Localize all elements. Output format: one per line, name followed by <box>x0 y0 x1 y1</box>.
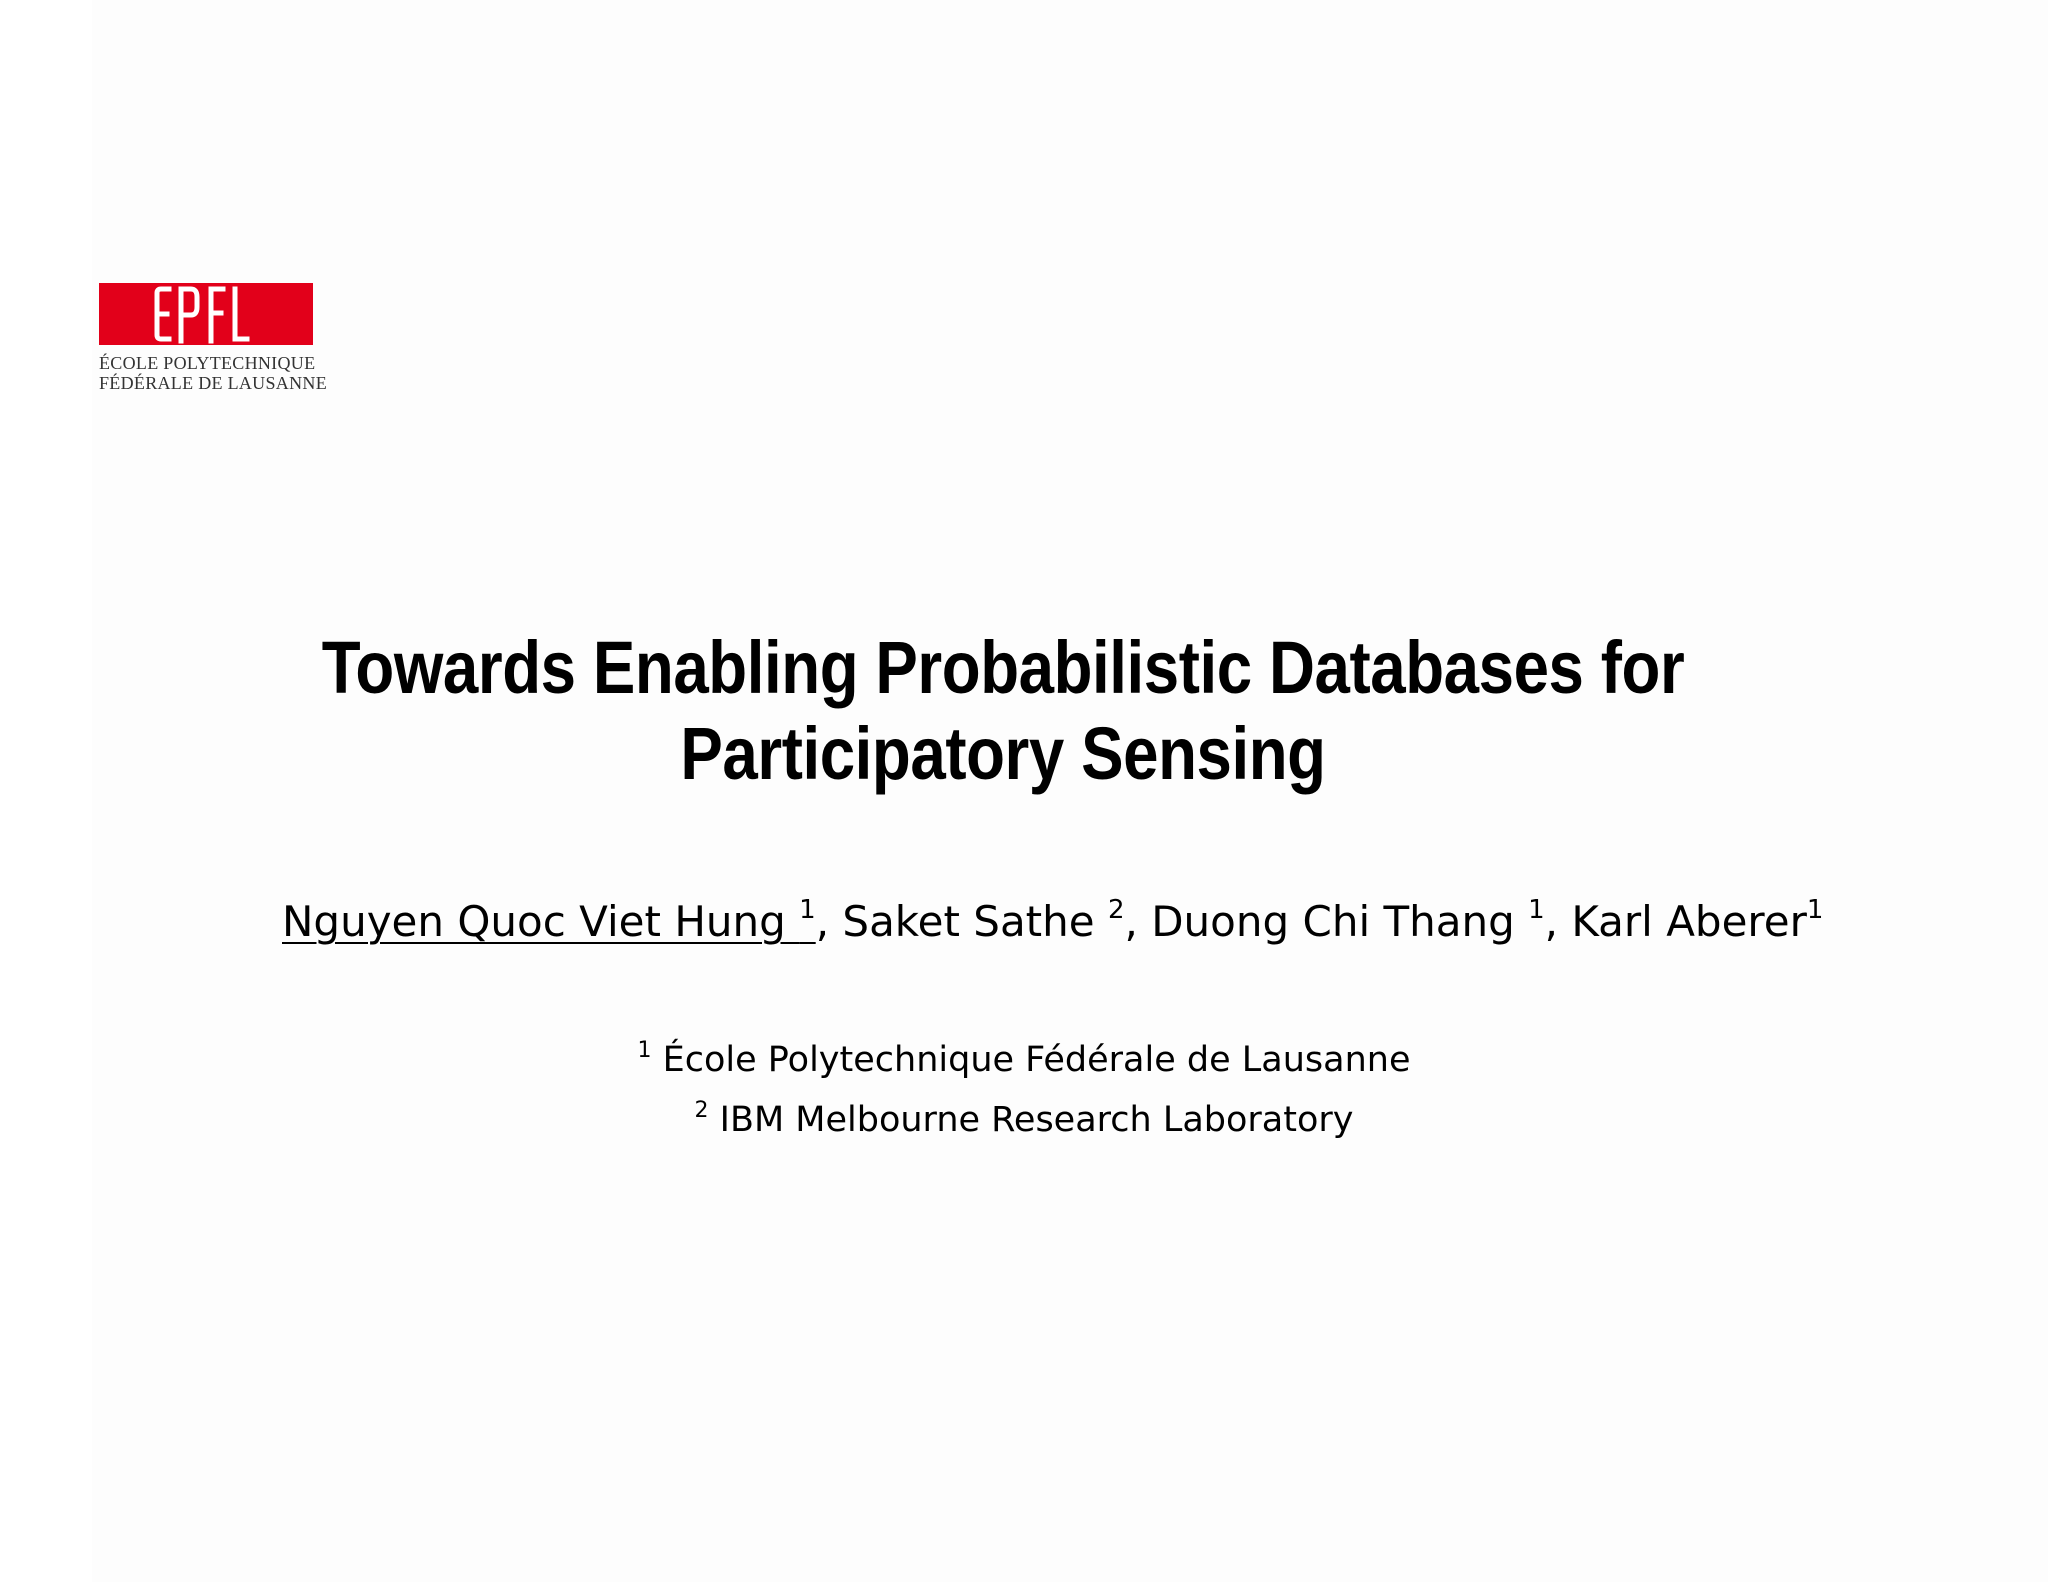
affiliation-name: École Polytechnique Fédérale de Lausanne <box>662 1040 1411 1080</box>
title-line1: Towards Enabling Probabilistic Databases for <box>321 626 1685 709</box>
author-name: Karl Aberer <box>1571 897 1807 946</box>
author-affiliation-mark: 2 <box>1107 895 1125 925</box>
affiliation-number: 2 <box>694 1098 709 1123</box>
logo-text-line1: ÉCOLE POLYTECHNIQUE <box>99 353 316 373</box>
author-affiliation-mark: 1 <box>1528 895 1545 925</box>
affiliation-name: IBM Melbourne Research Laboratory <box>719 1100 1354 1140</box>
author-separator: , <box>1124 897 1152 946</box>
author-presenter <box>282 897 816 946</box>
author-name: Saket Sathe <box>842 897 1108 946</box>
author-name: Duong Chi Thang <box>1151 897 1529 946</box>
slide-title <box>278 625 1728 797</box>
author-affiliation-mark: 1 <box>1806 895 1824 925</box>
author-separator: , <box>815 897 843 946</box>
epfl-logo <box>99 283 327 393</box>
epfl-logo-lettering <box>99 283 313 345</box>
affiliation-2 <box>0 1100 2048 1140</box>
author-list <box>282 894 1823 950</box>
affiliation-1 <box>0 1040 2048 1080</box>
title-line2: Participatory Sensing <box>680 712 1326 795</box>
epfl-logo-mark <box>99 283 313 345</box>
affiliation-number: 1 <box>637 1038 652 1063</box>
author-name: Nguyen Quoc Viet Hung <box>282 897 800 946</box>
author-affiliation-mark: 1 <box>799 895 816 925</box>
logo-text-line2: FÉDÉRALE DE LAUSANNE <box>99 373 327 393</box>
author-separator: , <box>1544 897 1572 946</box>
